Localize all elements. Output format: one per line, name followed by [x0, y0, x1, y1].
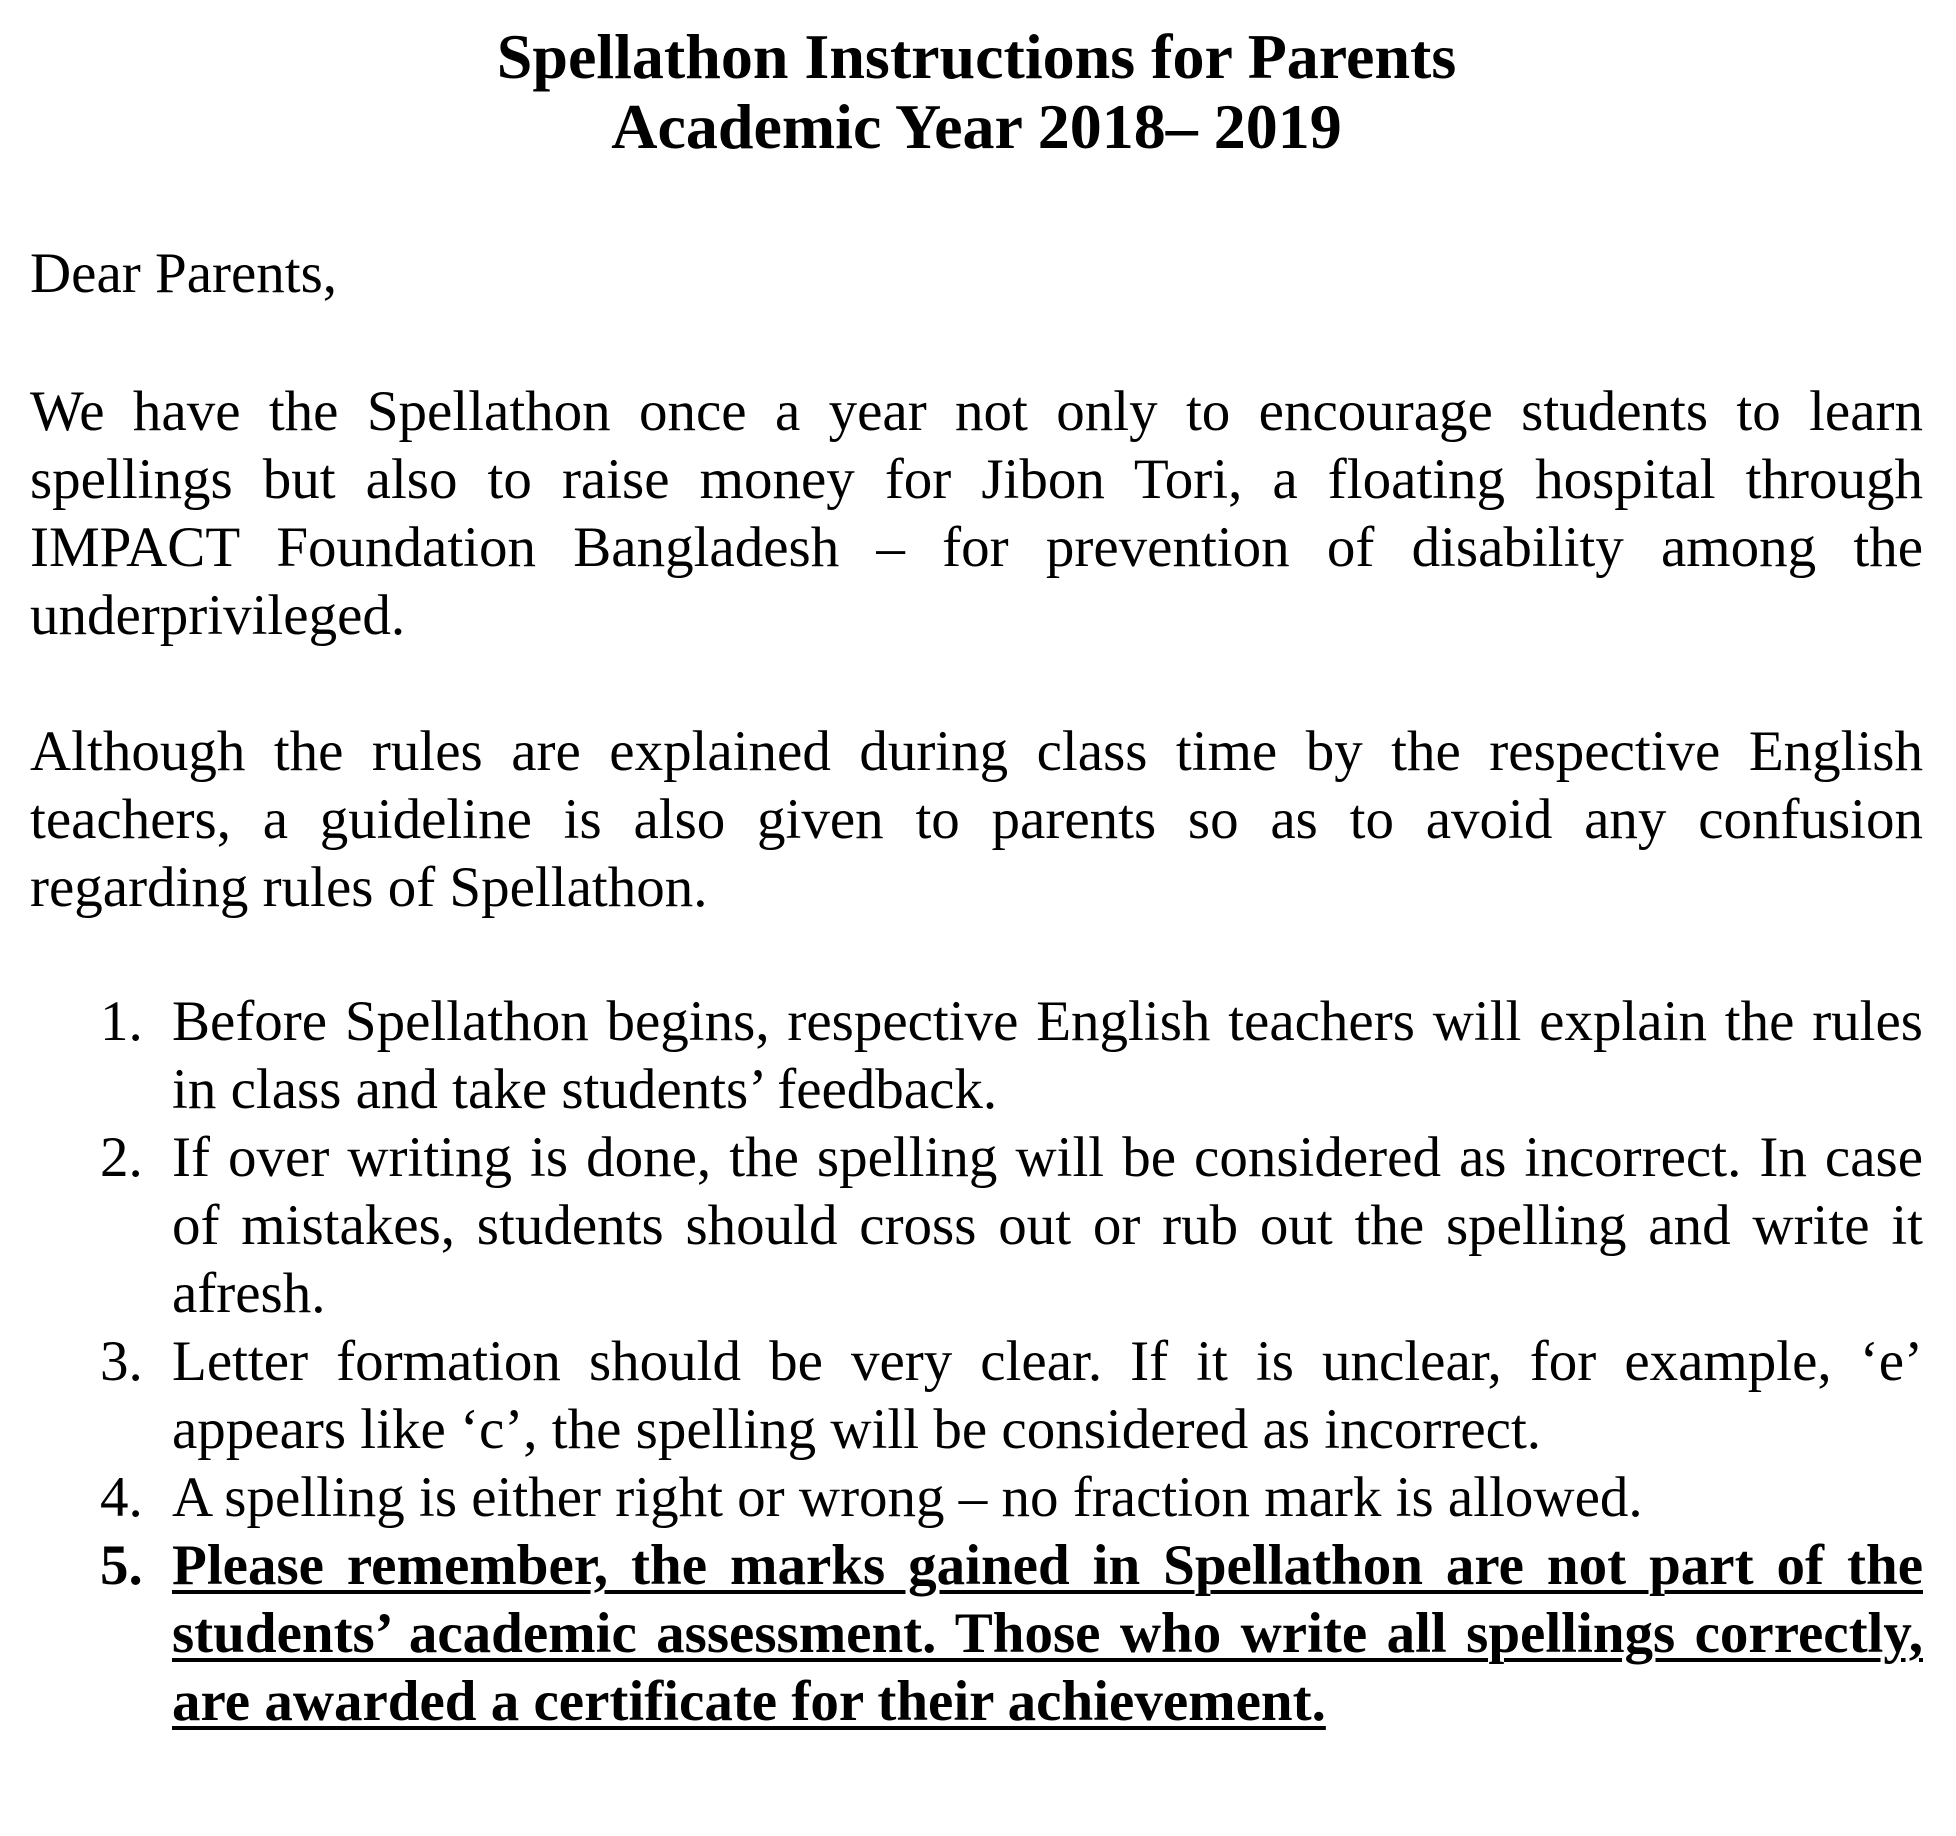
- document-title: [30, 22, 1923, 162]
- rule-text: Letter formation should be very clear. If it is unclear, for example, ‘e’ appears like ‘c’, the spelling will be considered as incorrect.: [172, 1330, 1923, 1461]
- rule-text: A spelling is either right or wrong – no fraction mark is allowed.: [172, 1466, 1643, 1529]
- rule-item: [30, 1124, 1923, 1328]
- rule-item-emphasized: [30, 1532, 1923, 1736]
- rule-text-emphasized: Please remember, the marks gained in Spellathon are not part of the students’ academic assessment. Those who write all spellings correctly, are awarded a certificate for their achievement.: [172, 1534, 1923, 1733]
- guideline-paragraph: Although the rules are explained during class time by the respective English teachers, a guideline is also given to parents so as to avoid any confusion regarding rules of Spellathon.: [30, 720, 1923, 919]
- rules-list: [30, 988, 1923, 1736]
- title-line-1: Spellathon Instructions for Parents: [496, 21, 1457, 92]
- rule-number: 1.: [100, 990, 143, 1053]
- rule-item: [30, 988, 1923, 1124]
- salutation: Dear Parents,: [30, 242, 338, 305]
- rule-number: 4.: [100, 1466, 143, 1529]
- rule-number: 2.: [100, 1126, 143, 1189]
- rule-text: Before Spellathon begins, respective English teachers will explain the rules in class and take students’ feedback.: [172, 990, 1923, 1121]
- rule-number: 5.: [100, 1534, 143, 1597]
- rule-item: [30, 1328, 1923, 1464]
- rule-item: [30, 1464, 1923, 1532]
- intro-paragraph: We have the Spellathon once a year not only to encourage students to learn spellings but also to raise money for Jibon Tori, a floating hospital through IMPACT Foundation Bangladesh – for prevention of disability among the underprivileged.: [30, 380, 1923, 647]
- rule-number: 3.: [100, 1330, 143, 1393]
- title-line-2: Academic Year 2018– 2019: [611, 91, 1342, 162]
- rule-text: If over writing is done, the spelling will be considered as incorrect. In case of mistakes, students should cross out or rub out the spelling and write it afresh.: [172, 1126, 1923, 1325]
